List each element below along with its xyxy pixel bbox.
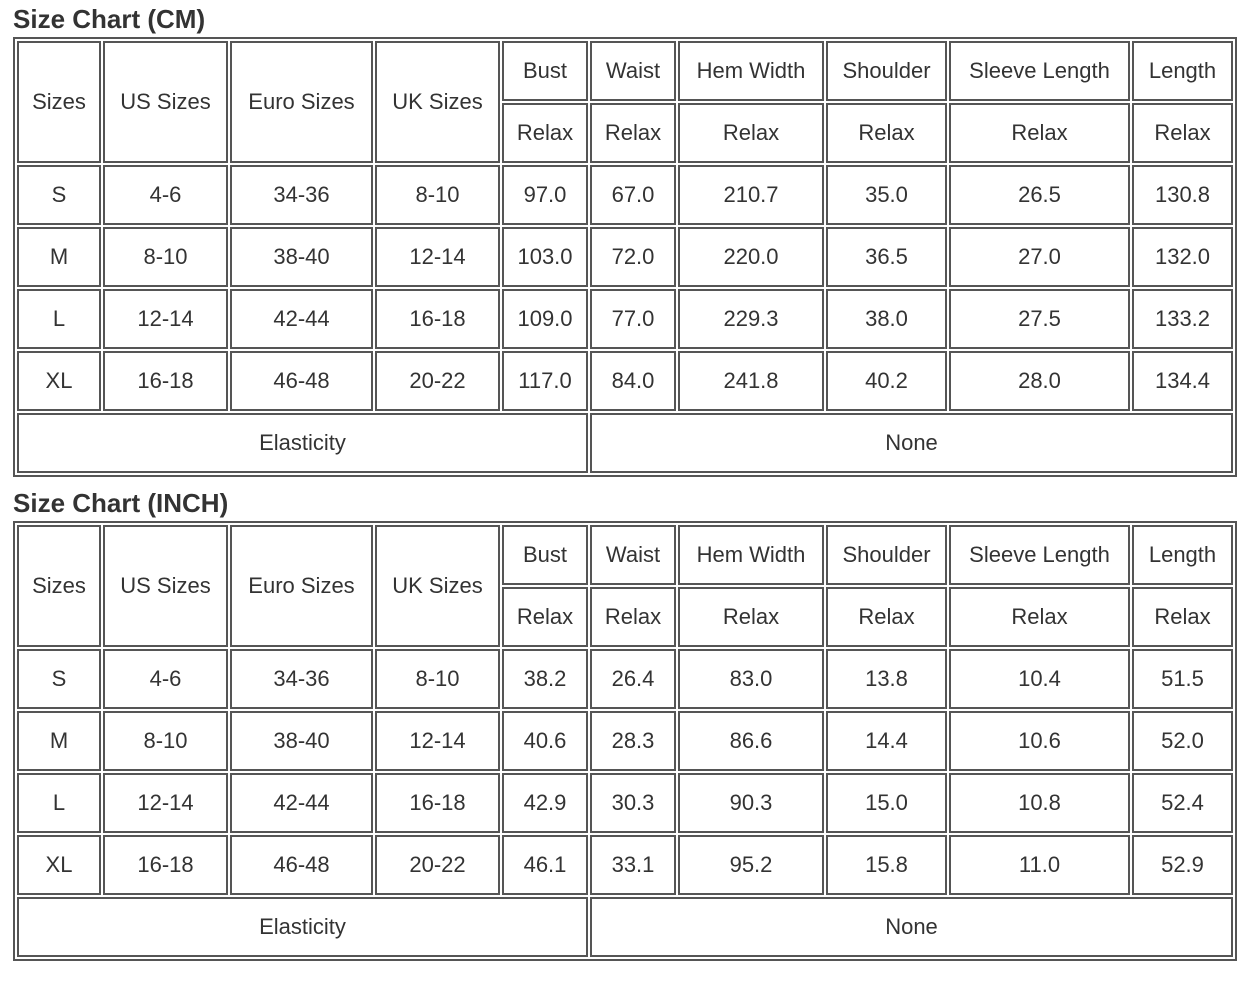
table-cell: 26.4 xyxy=(590,649,676,709)
table-cell: 34-36 xyxy=(230,165,373,225)
table-row xyxy=(17,289,1233,349)
table-cell: 8-10 xyxy=(375,165,500,225)
table-cell: 84.0 xyxy=(590,351,676,411)
subheader-cell: Relax xyxy=(590,103,676,163)
size-chart-inch-title: Size Chart (INCH) xyxy=(13,488,229,518)
header-shoulder: Shoulder xyxy=(826,41,947,101)
table-cell: 42-44 xyxy=(230,289,373,349)
table-cell: 229.3 xyxy=(678,289,824,349)
subheader-cell: Relax xyxy=(590,587,676,647)
table-row xyxy=(17,351,1233,411)
table-cell: 52.4 xyxy=(1132,773,1233,833)
table-cell: 210.7 xyxy=(678,165,824,225)
table-cell: 241.8 xyxy=(678,351,824,411)
table-cell: 20-22 xyxy=(375,351,500,411)
subheader-cell: Relax xyxy=(502,587,588,647)
table-row xyxy=(17,711,1233,771)
header-uk-sizes: UK Sizes xyxy=(375,525,500,647)
table-cell: 12-14 xyxy=(103,289,228,349)
table-cell: 16-18 xyxy=(103,351,228,411)
header-length: Length xyxy=(1132,41,1233,101)
table-cell: 220.0 xyxy=(678,227,824,287)
header-hem-width: Hem Width xyxy=(678,41,824,101)
table-cell: 51.5 xyxy=(1132,649,1233,709)
table-cell: 26.5 xyxy=(949,165,1130,225)
subheader-cell: Relax xyxy=(502,103,588,163)
header-length: Length xyxy=(1132,525,1233,585)
header-hem-width: Hem Width xyxy=(678,525,824,585)
table-cell: 35.0 xyxy=(826,165,947,225)
table-cell: 77.0 xyxy=(590,289,676,349)
table-cell: 34-36 xyxy=(230,649,373,709)
table-cell: 20-22 xyxy=(375,835,500,895)
table-cell: 16-18 xyxy=(103,835,228,895)
table-cell: 12-14 xyxy=(375,227,500,287)
table-cell: 36.5 xyxy=(826,227,947,287)
header-row xyxy=(17,525,1233,585)
table-cell: 132.0 xyxy=(1132,227,1233,287)
table-cell: 83.0 xyxy=(678,649,824,709)
header-bust: Bust xyxy=(502,41,588,101)
table-cell: 52.0 xyxy=(1132,711,1233,771)
subheader-cell: Relax xyxy=(1132,103,1233,163)
table-cell: 4-6 xyxy=(103,649,228,709)
table-cell: 103.0 xyxy=(502,227,588,287)
table-cell: 117.0 xyxy=(502,351,588,411)
table-cell: 15.8 xyxy=(826,835,947,895)
table-cell: S xyxy=(17,649,101,709)
table-cell: 10.4 xyxy=(949,649,1130,709)
table-cell: 109.0 xyxy=(502,289,588,349)
table-cell: 12-14 xyxy=(375,711,500,771)
header-sleeve-length: Sleeve Length xyxy=(949,41,1130,101)
table-cell: S xyxy=(17,165,101,225)
table-cell: 72.0 xyxy=(590,227,676,287)
table-cell: 52.9 xyxy=(1132,835,1233,895)
subheader-cell: Relax xyxy=(678,587,824,647)
table-cell: 130.8 xyxy=(1132,165,1233,225)
header-euro-sizes: Euro Sizes xyxy=(230,525,373,647)
subheader-cell: Relax xyxy=(826,103,947,163)
table-cell: 40.6 xyxy=(502,711,588,771)
table-cell: 46.1 xyxy=(502,835,588,895)
table-cell: 28.3 xyxy=(590,711,676,771)
table-cell: 33.1 xyxy=(590,835,676,895)
subheader-cell: Relax xyxy=(1132,587,1233,647)
header-uk-sizes: UK Sizes xyxy=(375,41,500,163)
table-row xyxy=(17,227,1233,287)
table-row xyxy=(17,773,1233,833)
table-cell: 15.0 xyxy=(826,773,947,833)
table-cell: 4-6 xyxy=(103,165,228,225)
table-cell: M xyxy=(17,227,101,287)
table-row xyxy=(17,165,1233,225)
header-sizes: Sizes xyxy=(17,525,101,647)
table-row xyxy=(17,649,1233,709)
table-cell: 8-10 xyxy=(103,711,228,771)
table-cell: 86.6 xyxy=(678,711,824,771)
table-cell: 97.0 xyxy=(502,165,588,225)
table-cell: 10.6 xyxy=(949,711,1130,771)
table-cell: 90.3 xyxy=(678,773,824,833)
elasticity-value: None xyxy=(590,413,1233,473)
table-cell: 8-10 xyxy=(375,649,500,709)
header-us-sizes: US Sizes xyxy=(103,525,228,647)
header-shoulder: Shoulder xyxy=(826,525,947,585)
subheader-cell: Relax xyxy=(826,587,947,647)
elasticity-label: Elasticity xyxy=(17,413,588,473)
table-cell: 13.8 xyxy=(826,649,947,709)
table-cell: L xyxy=(17,773,101,833)
table-cell: 46-48 xyxy=(230,835,373,895)
header-row xyxy=(17,41,1233,101)
table-cell: 67.0 xyxy=(590,165,676,225)
size-chart-inch-table xyxy=(13,521,1237,961)
subheader-cell: Relax xyxy=(949,587,1130,647)
table-cell: 95.2 xyxy=(678,835,824,895)
table-cell: 27.0 xyxy=(949,227,1130,287)
table-cell: 42-44 xyxy=(230,773,373,833)
header-waist: Waist xyxy=(590,41,676,101)
table-cell: 38-40 xyxy=(230,711,373,771)
table-cell: 8-10 xyxy=(103,227,228,287)
table-cell: 42.9 xyxy=(502,773,588,833)
table-cell: 16-18 xyxy=(375,773,500,833)
table-cell: 40.2 xyxy=(826,351,947,411)
header-bust: Bust xyxy=(502,525,588,585)
table-cell: XL xyxy=(17,835,101,895)
table-row xyxy=(17,835,1233,895)
table-cell: 28.0 xyxy=(949,351,1130,411)
size-chart-cm-title: Size Chart (CM) xyxy=(13,4,206,34)
table-cell: M xyxy=(17,711,101,771)
table-cell: 30.3 xyxy=(590,773,676,833)
header-sizes: Sizes xyxy=(17,41,101,163)
table-cell: 134.4 xyxy=(1132,351,1233,411)
elasticity-value: None xyxy=(590,897,1233,957)
table-cell: 14.4 xyxy=(826,711,947,771)
table-cell: 46-48 xyxy=(230,351,373,411)
elasticity-label: Elasticity xyxy=(17,897,588,957)
header-euro-sizes: Euro Sizes xyxy=(230,41,373,163)
table-cell: 10.8 xyxy=(949,773,1130,833)
elasticity-row xyxy=(17,413,1233,473)
table-cell: 38.2 xyxy=(502,649,588,709)
table-cell: 38-40 xyxy=(230,227,373,287)
header-sleeve-length: Sleeve Length xyxy=(949,525,1130,585)
table-cell: 38.0 xyxy=(826,289,947,349)
header-us-sizes: US Sizes xyxy=(103,41,228,163)
size-chart-cm-table xyxy=(13,37,1237,477)
table-cell: XL xyxy=(17,351,101,411)
header-waist: Waist xyxy=(590,525,676,585)
table-cell: 11.0 xyxy=(949,835,1130,895)
elasticity-row xyxy=(17,897,1233,957)
table-cell: 16-18 xyxy=(375,289,500,349)
subheader-cell: Relax xyxy=(678,103,824,163)
subheader-cell: Relax xyxy=(949,103,1130,163)
table-cell: 12-14 xyxy=(103,773,228,833)
table-cell: 133.2 xyxy=(1132,289,1233,349)
table-cell: 27.5 xyxy=(949,289,1130,349)
table-cell: L xyxy=(17,289,101,349)
